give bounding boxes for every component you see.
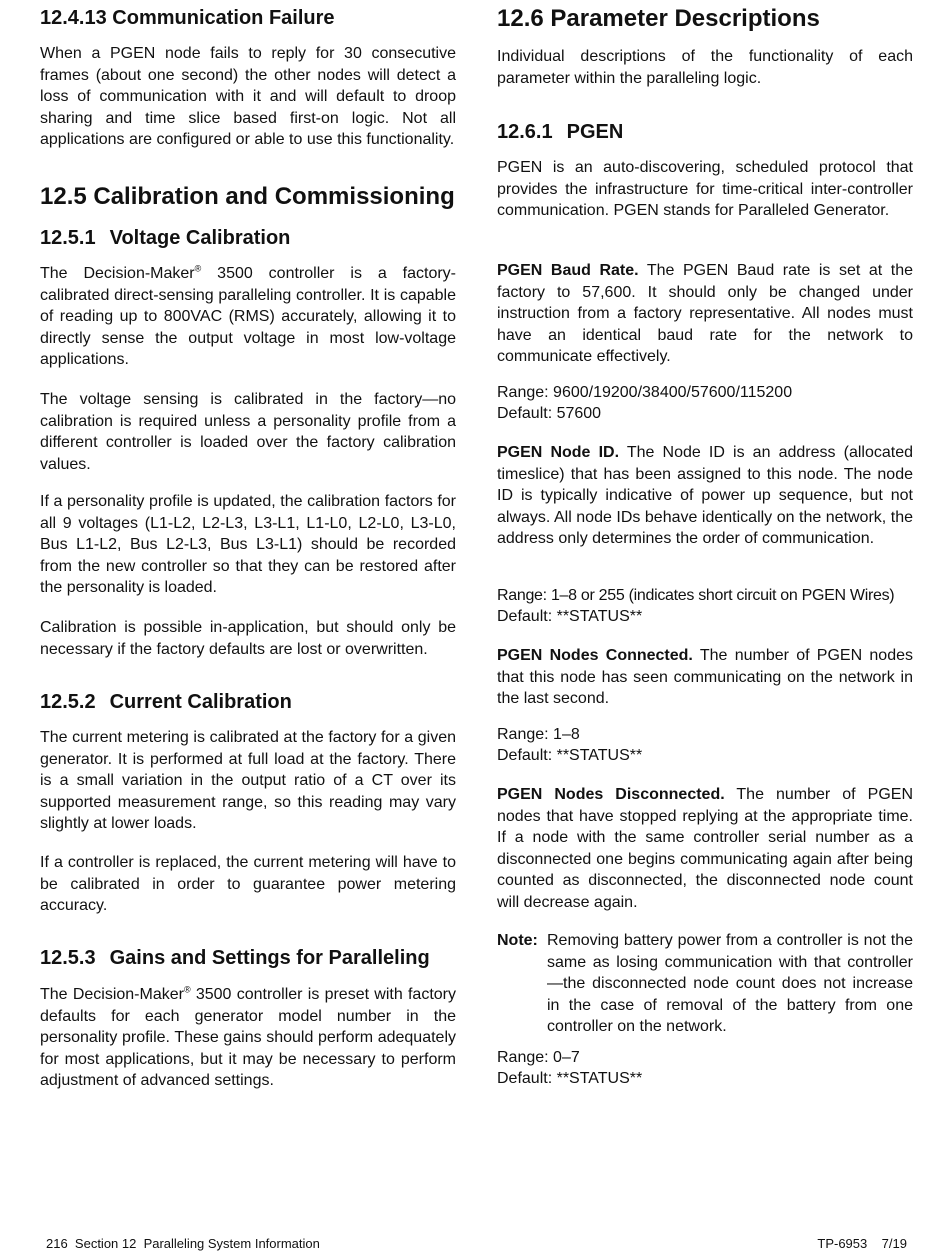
section-12-4-13-paragraph: When a PGEN node fails to reply for 30 consecutive frames (about one second) the other nodes will detect a loss of communication with it and will default to droop sharing and time slice based first-on logic. Not all applications are configured or able to use this functionality.	[40, 45, 456, 148]
section-12-5-heading: 12.5 Calibration and Commissioning	[40, 183, 455, 210]
pgen-paragraph: PGEN is an auto-discovering, scheduled protocol that provides the infrastructure for time-critical inter-controller communication. PGEN stands for Paralleled Generator.	[497, 159, 913, 219]
parameter-description: The number of PGEN nodes that this node has seen communicating on the network in the last second.	[497, 647, 914, 707]
text-run: The Decision-Maker	[40, 986, 184, 1003]
current-calibration-paragraph-2: If a controller is replaced, the current metering will have to be calibrated in order to guarantee power metering accuracy.	[40, 854, 456, 914]
voltage-calibration-paragraph-2: The voltage sensing is calibrated in the factory—no calibration is required unless a personality profile from a different controller is loaded over the factory calibration values.	[40, 391, 456, 473]
section-12-5-1-heading	[40, 226, 456, 250]
footer-doc-id: TP-6953 7/19	[817, 1236, 907, 1251]
parameter-description: The PGEN Baud rate is set at the factory to 57,600. It should only be changed under instruction from a factory representative. All nodes must have an identical baud rate for the network to communicate effectively.	[497, 262, 914, 365]
pgen-nodes-disconnected-paragraph	[497, 784, 913, 913]
parameter-description: The Node ID is an address (allocated timeslice) that has been assigned to this node. The node ID is typically indicative of power up sequence, but not always. All node IDs behave identically on the network, the address only determines the order of communication.	[497, 444, 914, 547]
voltage-calibration-paragraph-3: If a personality profile is updated, the calibration factors for all 9 voltages (L1-L2, L2-L3, L3-L1, L1-L0, L2-L0, L3-L0, Bus L1-L2, Bus L2-L3, Bus L3-L1) should be recorded from the new controller so that they can be restored after the personality is loaded.	[40, 493, 456, 596]
voltage-calibration-paragraph-1	[40, 263, 456, 371]
text-run: The Decision-Maker	[40, 265, 195, 282]
section-title: Current Calibration	[109, 691, 292, 713]
parameter-name: PGEN Baud Rate.	[497, 262, 639, 279]
section-number: 12.5.1	[40, 227, 96, 249]
current-calibration-paragraph-1: The current metering is calibrated at the factory for a given generator. It is performed at full load at the factory. There is a small variation in the output ratio of a CT over its supported measurement range, so this reading may vary slightly at lower loads.	[40, 729, 456, 832]
registered-mark: ®	[194, 263, 202, 274]
section-12-4-13-heading: 12.4.13 Communication Failure	[40, 7, 335, 29]
footer-page-info: 216 Section 12 Paralleling System Information	[46, 1236, 320, 1251]
section-title: Voltage Calibration	[109, 227, 291, 249]
note-label: Note:	[497, 932, 538, 949]
node-id-range: Range: 1–8 or 255 (indicates short circuit on PGEN Wires)	[497, 587, 895, 604]
section-title: Gains and Settings for Paralleling	[109, 947, 430, 969]
nodes-disconnected-range: Range: 0–7	[497, 1049, 580, 1066]
section-number: 12.5.3	[40, 947, 96, 969]
nodes-disconnected-default: Default: **STATUS**	[497, 1070, 643, 1087]
section-12-5-3-heading	[40, 946, 470, 970]
parameter-name: PGEN Nodes Connected.	[497, 647, 693, 664]
section-12-6-1-heading	[497, 120, 913, 144]
section-12-5-2-heading	[40, 690, 456, 714]
nodes-connected-default: Default: **STATUS**	[497, 747, 643, 764]
nodes-connected-range: Range: 1–8	[497, 726, 580, 743]
parameter-name: PGEN Node ID.	[497, 444, 620, 461]
note-text: Removing battery power from a controller is not the same as losing communication with that controller—the disconnected node count does not increase in the case of removal of the battery from one controller on the network.	[547, 932, 913, 1035]
baud-rate-default: Default: 57600	[497, 405, 602, 422]
pgen-node-id-paragraph	[497, 442, 913, 550]
section-number: 12.5.2	[40, 691, 96, 713]
text-run: 3500 controller is a factory-calibrated direct-sensing paralleling controller. It is capable of reading up to 800VAC (RMS) accurately, allowing it to directly sense the output voltage in most low-voltage applications.	[40, 265, 457, 368]
text-run: 3500 controller is preset with factory defaults for each generator model number in the personality profile. These gains should perform adequately for most applications, but it may be necessary to perform adjustment of advanced settings.	[40, 986, 457, 1089]
registered-mark: ®	[183, 984, 191, 995]
note-block	[497, 930, 913, 1038]
pgen-baud-rate-paragraph	[497, 260, 913, 368]
voltage-calibration-paragraph-4: Calibration is possible in-application, but should only be necessary if the factory defaults are lost or overwritten.	[40, 619, 456, 658]
section-title: PGEN	[566, 121, 624, 143]
node-id-default: Default: **STATUS**	[497, 608, 643, 625]
parameter-name: PGEN Nodes Disconnected.	[497, 786, 725, 803]
section-number: 12.6.1	[497, 121, 553, 143]
baud-rate-range: Range: 9600/19200/38400/57600/115200	[497, 384, 793, 401]
pgen-nodes-connected-paragraph	[497, 645, 913, 710]
parameter-description: The number of PGEN nodes that have stopped replying at the appropriate time. If a node with the same controller serial number as a disconnected one begins communicating again after being counted as disconnected, the disconnected node count will decrease again.	[497, 786, 914, 911]
parameter-descriptions-paragraph: Individual descriptions of the functionality of each parameter within the paralleling logic.	[497, 48, 913, 87]
section-12-6-heading: 12.6 Parameter Descriptions	[497, 5, 820, 32]
gains-settings-paragraph	[40, 984, 456, 1092]
